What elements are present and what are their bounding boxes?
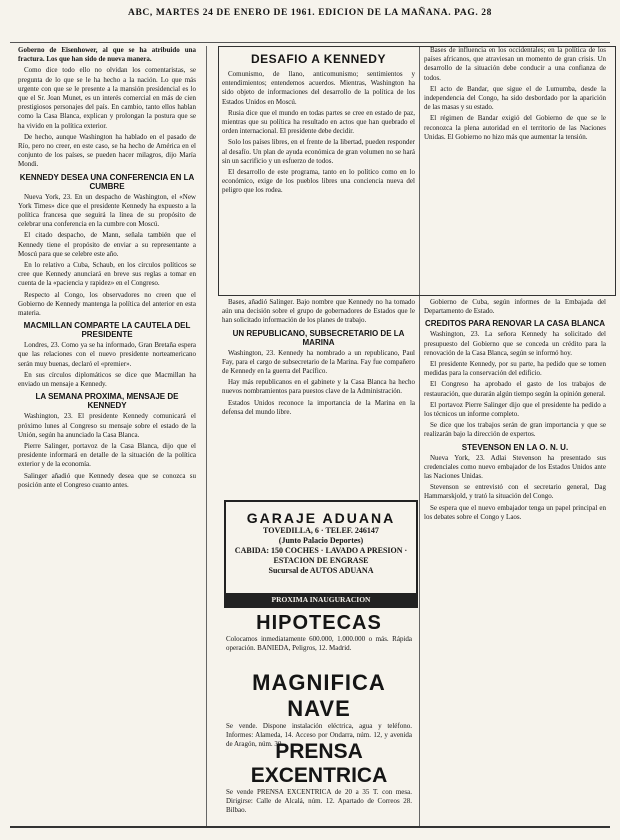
article-paragraph: Gobierno de Cuba, según informes de la Embajada del Departamento de Estado. [424, 298, 606, 316]
ad-text: Colocamos inmediatamente 600.000, 1.000.000 o más. Rápida operación. BANIEDA, Peligros, 12. Madrid. [226, 635, 412, 652]
article-paragraph: En sus círculos diplomáticos se dice que Macmillan ha enviado un mensaje a Kennedy. [18, 370, 196, 389]
article-paragraph: Estados Unidos reconoce la importancia de la Marina en la defensa del mundo libre. [222, 398, 415, 416]
ad-title: HIPOTECAS [256, 612, 382, 634]
article-paragraph: El régimen de Bandar exigió del Gobierno de que se le reconozca la plena autoridad en el territorio de las Naciones Unidas. El Gobierno no hizo más que aumentar la tensión. [424, 114, 606, 141]
headline-republicano: UN REPUBLICANO, SUBSECRETARIO DE LA MARINA [232, 328, 405, 347]
article-paragraph: Nueva York, 23. En un despacho de Washington, el «New York Times» dice que el presidente Kennedy ha expuesto a la política francesa que seguirá la línea de su propósito de celebrar una conferencia en la cumbre con Moscú. [18, 192, 196, 229]
ad-hipotecas [224, 612, 414, 668]
ad-title: MAGNIFICA NAVE [252, 670, 386, 721]
headline-cumbre: KENNEDY DESEA UNA CONFERENCIA EN LA CUMBRE [19, 172, 195, 191]
ad-footer: PROXIMA INAUGURACION [226, 593, 416, 606]
ad-line: CABIDA: 150 COCHES · LAVADO A PRESION · ESTACION DE ENGRASE [234, 546, 408, 565]
article-paragraph: Se dice que los trabajos serán de gran importancia y que se realizarán bajo la dirección de expertos. [424, 421, 606, 439]
article-paragraph: Stevenson se entrevistó con el secretario general, Dag Hammarskjold, y trató la situación del Congo. [424, 483, 606, 501]
article-paragraph: Rusia dice que el mundo en todas partes se cree en estado de paz, mientras que su política ha resultado en actos que han quebrado el orden internacional. El presidente debe decidir. [222, 108, 415, 136]
column-1 [18, 46, 196, 822]
editorial-column-right [424, 46, 606, 286]
ad-garaje-aduana [224, 500, 418, 608]
ad-title: PRENSA EXCENTRICA [250, 740, 388, 787]
header-rule [10, 42, 610, 43]
article-paragraph: El portavoz Pierre Salinger dijo que el presidente ha pedido a los técnicos un informe completo. [424, 400, 606, 419]
article-paragraph: Respecto al Congo, los observadores no creen que el Gobierno de Kennedy mantenga la política del anterior en esta materia. [18, 290, 196, 318]
article-paragraph: Washington, 23. Kennedy ha nombrado a un republicano, Paul Fay, para el cargo de subsecretario de la Marina. Fay fue compañero de Kennedy en la guerra del Pacífico. [222, 348, 415, 376]
ad-text: Se vende. Dispone instalación eléctrica, agua y teléfono. Informes: Alameda, 14. Acceso por Ondarra, núm. 12, y avenida de Aragón, núm. 30. [226, 722, 412, 748]
ad-line: (Junto Palacio Deportes) [278, 536, 364, 545]
headline-casa-blanca: CREDITOS PARA RENOVAR LA CASA BLANCA [424, 319, 605, 329]
article-paragraph: En lo relativo a Cuba, Schaub, en los círculos políticos se cree que Kennedy anunciará en breve sus reglas a tomar en cuenta de la «paciencia y rapidez» en el Congreso. [18, 261, 196, 288]
ad-title: GARAJE ADUANA [246, 510, 396, 526]
article-paragraph: Solo los países libres, en el frente de la libertad, pueden responder al desafío. Un plan de ayuda económica de gran volumen no se hará sin un sacrificio y un esfuerzo de todos. [222, 138, 415, 165]
article-paragraph: Salinger añadió que Kennedy desea que se conozca su posición ante el Congreso cuanto antes. [18, 471, 196, 489]
ad-line: TOVEDILLA, 6 · TELEF. 246147 [263, 526, 379, 535]
headline-stevenson: STEVENSON EN LA O. N. U. [461, 442, 569, 452]
article-paragraph: De hecho, aunque Washington ha hablado en el pasado de Río, pero no creer, en este caso, se ha hecho de América en el conjunto de los países, se pueden hacer milagros, dijo María Mondi. [18, 132, 196, 169]
ad-magnifica-nave [224, 670, 414, 748]
article-paragraph: El acto de Bandar, que sigue el de Lumumba, desde la independencia del Congo, ha sido desbordado por la aparición de las masas y su estado. [424, 84, 606, 112]
page-header: ABC, MARTES 24 DE ENERO DE 1961. EDICION DE LA MAÑANA. PAG. 28 [128, 8, 492, 18]
ad-line: Sucursal de AUTOS ADUANA [268, 566, 374, 575]
article-paragraph: Pierre Salinger, portavoz de la Casa Blanca, dijo que el presidente informará en detalle de la situación de la política exterior y de la economía. [18, 441, 196, 469]
article-paragraph: Hay más republicanos en el gabinete y la Casa Blanca ha hecho nuevos nombramientos para puestos clave de la Administración. [222, 378, 415, 396]
column-2-lower [222, 298, 415, 488]
ad-prensa-excentrica [224, 740, 414, 832]
editorial-title: DESAFIO A KENNEDY [251, 52, 386, 66]
headline-macmillan: MACMILLAN COMPARTE LA CAUTELA DEL PRESIDENTE [23, 321, 191, 340]
column-3-lower [424, 298, 606, 818]
article-paragraph: Comunismo, de llano, anticomunismo; sentimientos y entendimientos; entendemos acuerdos. Mientras, Washington ha sido objeto de informaciones del desarrollo de la política de los Estados Unidos en Moscú. [222, 70, 415, 106]
article-paragraph: Bases de influencia en los occidentales; en la política de los países africanos, que atraviesan un momento de gran crisis. Un desarrollo de la situación debe conducir a una confianza de todos. [424, 46, 606, 82]
ad-text: Se vende PRENSA EXCENTRICA de 20 a 35 T. con mesa. Dirigirse: Calle de Alcalá, núm. 12. Apartado de Correos 28. Bilbao. [226, 788, 412, 814]
article-paragraph: El Congreso ha aprobado el gasto de los trabajos de restauración, que durarán algún tiempo según la opinión general. [424, 380, 606, 398]
column-divider [206, 46, 207, 826]
editorial-column [222, 70, 415, 314]
article-paragraph: Londres, 23. Como ya se ha informado, Gran Bretaña espera que las relaciones con el nuevo presidente norteamericano serán muy buenas, declaró el «premier». [18, 341, 196, 368]
article-paragraph: Washington, 23. La señora Kennedy ha solicitado del presupuesto del Gobierno que se conceda un crédito para la renovación de la Casa Blanca, según se informó hoy. [424, 330, 606, 357]
article-paragraph: Como dice todo ello no olvidan los comentaristas, se pregunta de lo que se le ha hecho a la nación. Lo que más urgente con que se le presente a la mansión presidencial es lo que el Sr. Joan Munet, es un interés comercial en más de cien prestigiosos personajes del país. En cambio, tanto ellos hablan como la Casa Blanca, explican y prolongan la postura que se ha vivido en la política exterior. [18, 66, 196, 130]
article-paragraph: El presidente Kennedy, por su parte, ha pedido que se tomen medidas para la conservación del edificio. [424, 360, 606, 378]
article-paragraph: Bases, añadió Salinger. Bajo nombre que Kennedy no ha tomado aún una decisión sobre el grupo de gobernadores de Estados que le han solicitado información de los planes de trabajo. [222, 298, 415, 325]
bottom-rule [10, 826, 610, 828]
article-paragraph: Goberno de Eisenhower, al que se ha atribuido una fractura. Los que han sido de nueva manera. [18, 46, 196, 64]
article-paragraph: El desarrollo de este programa, tanto en lo político como en lo económico, exige de los pueblos libres una conciencia nueva del peligro que los rodea. [222, 168, 415, 195]
article-paragraph: Se espera que el nuevo embajador tenga un papel principal en los debates sobre el Congo y Laos. [424, 503, 606, 521]
article-paragraph: El citado despacho, de Mann, señala también que el Kennedy tiene el propósito de enviar a su representante a Moscú para que se celebre este año. [18, 231, 196, 258]
headline-mensaje: LA SEMANA PROXIMA, MENSAJE DE KENNEDY [35, 392, 179, 411]
article-paragraph: Nueva York, 23. Adlai Stevenson ha presentado sus credenciales como nuevo embajador de los Estados Unidos ante las Naciones Unidas. [424, 453, 606, 481]
article-paragraph: Washington, 23. El presidente Kennedy comunicará el próximo lunes al Congreso su mensaje sobre el estado de la Unión, según ha anunciado la Casa Blanca. [18, 412, 196, 439]
